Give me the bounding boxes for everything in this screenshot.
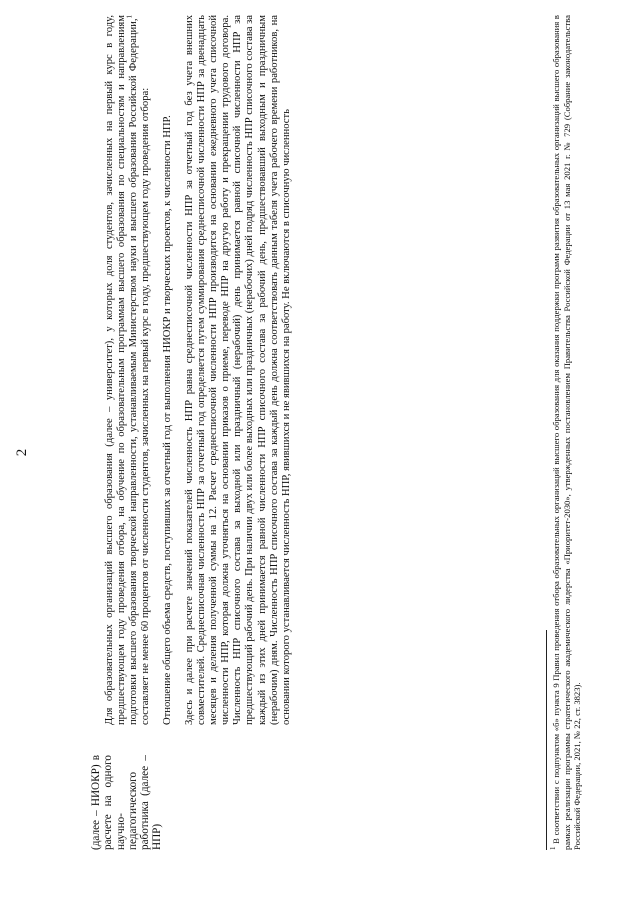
paragraph-university-criteria [104, 15, 152, 725]
footnote-mark: 1 [549, 846, 558, 850]
page-number: 2 [14, 448, 30, 457]
paragraph-npr-calculation: Здесь и далее при расчете значений показателей численность НПР равна среднесписочной численности НПР за отчетный год без учета внешних совместителей. Среднесписочная численность НПР за отчетный год определяется путем суммирования среднесписочной численности НПР за двенадцать месяцев и деления полученной суммы на 12. Расчет среднесписочной численности НПР производится на основании ежедневного учета списочной численности НПР, которая должна уточняться на основании приказов о приеме, переводе НПР на другую работу и прекращении трудового договора. Численность НПР списочного состава за выходной или праздничный (нерабочий) день принимается равной списочной численности НПР за предшествующий рабочий день. При наличии двух или более выходных или праздничных (нерабочих) дней подряд численность НПР списочного состава за каждый из этих дней принимается равной численности НПР списочного состава за рабочий день, предшествовавший выходным и праздничным (нерабочим) дням. Численность НПР списочного состава за каждый день должна соответствовать данным табеля учета рабочего времени работников, на основании которого устанавливается численность НПР, явившихся и не явившихся на работу. Не включаются в списочную численность [184, 15, 292, 725]
paragraph-text: Для образовательных организаций высшего образования (далее – университет), у которых доля студентов, зачисленных на первый курс в году, предшествующем году проведения отбора, на обучение по образовательным программам высшего образования по специальностям и направлениям подготовки высшего образования творческой направленности, устанавливаемым Министерством науки и высшего образования Российской Федерации, [104, 15, 140, 725]
indicator-name-cell: (далее – НИОКР) в расчете на одного научно-педагогического работника (далее – НПР) [90, 755, 164, 850]
footnote-text: В соответствии с подпунктом «б» пункта 9 Правил проведения отбора образовательных организаций высшего образования для оказания поддержки программ развития образовательных организаций высшего образования в рамках реализации программы стратегического академического лидерства «Приоритет-2030», утвержденных постановлением Правительства Российской Федерации от 13 мая 2021 г. № 729 (Собрание законодательства Российской Федерации, 2021, № 22, ст. 3823). [551, 15, 582, 850]
footnote-reference: 1 [125, 15, 134, 19]
footnote [551, 15, 583, 850]
indicator-description-cell [104, 15, 293, 725]
footnote-divider [546, 630, 547, 850]
paragraph-indicator-formula: Отношение общего объема средств, поступивших за отчетный год от выполнения НИОКР и творческих проектов, к численности НПР. [162, 115, 174, 725]
paragraph-text: составляет не менее 60 процентов от численности студентов, зачисленных на первый курс в году, предшествующем году проведения отбора: [140, 87, 152, 725]
